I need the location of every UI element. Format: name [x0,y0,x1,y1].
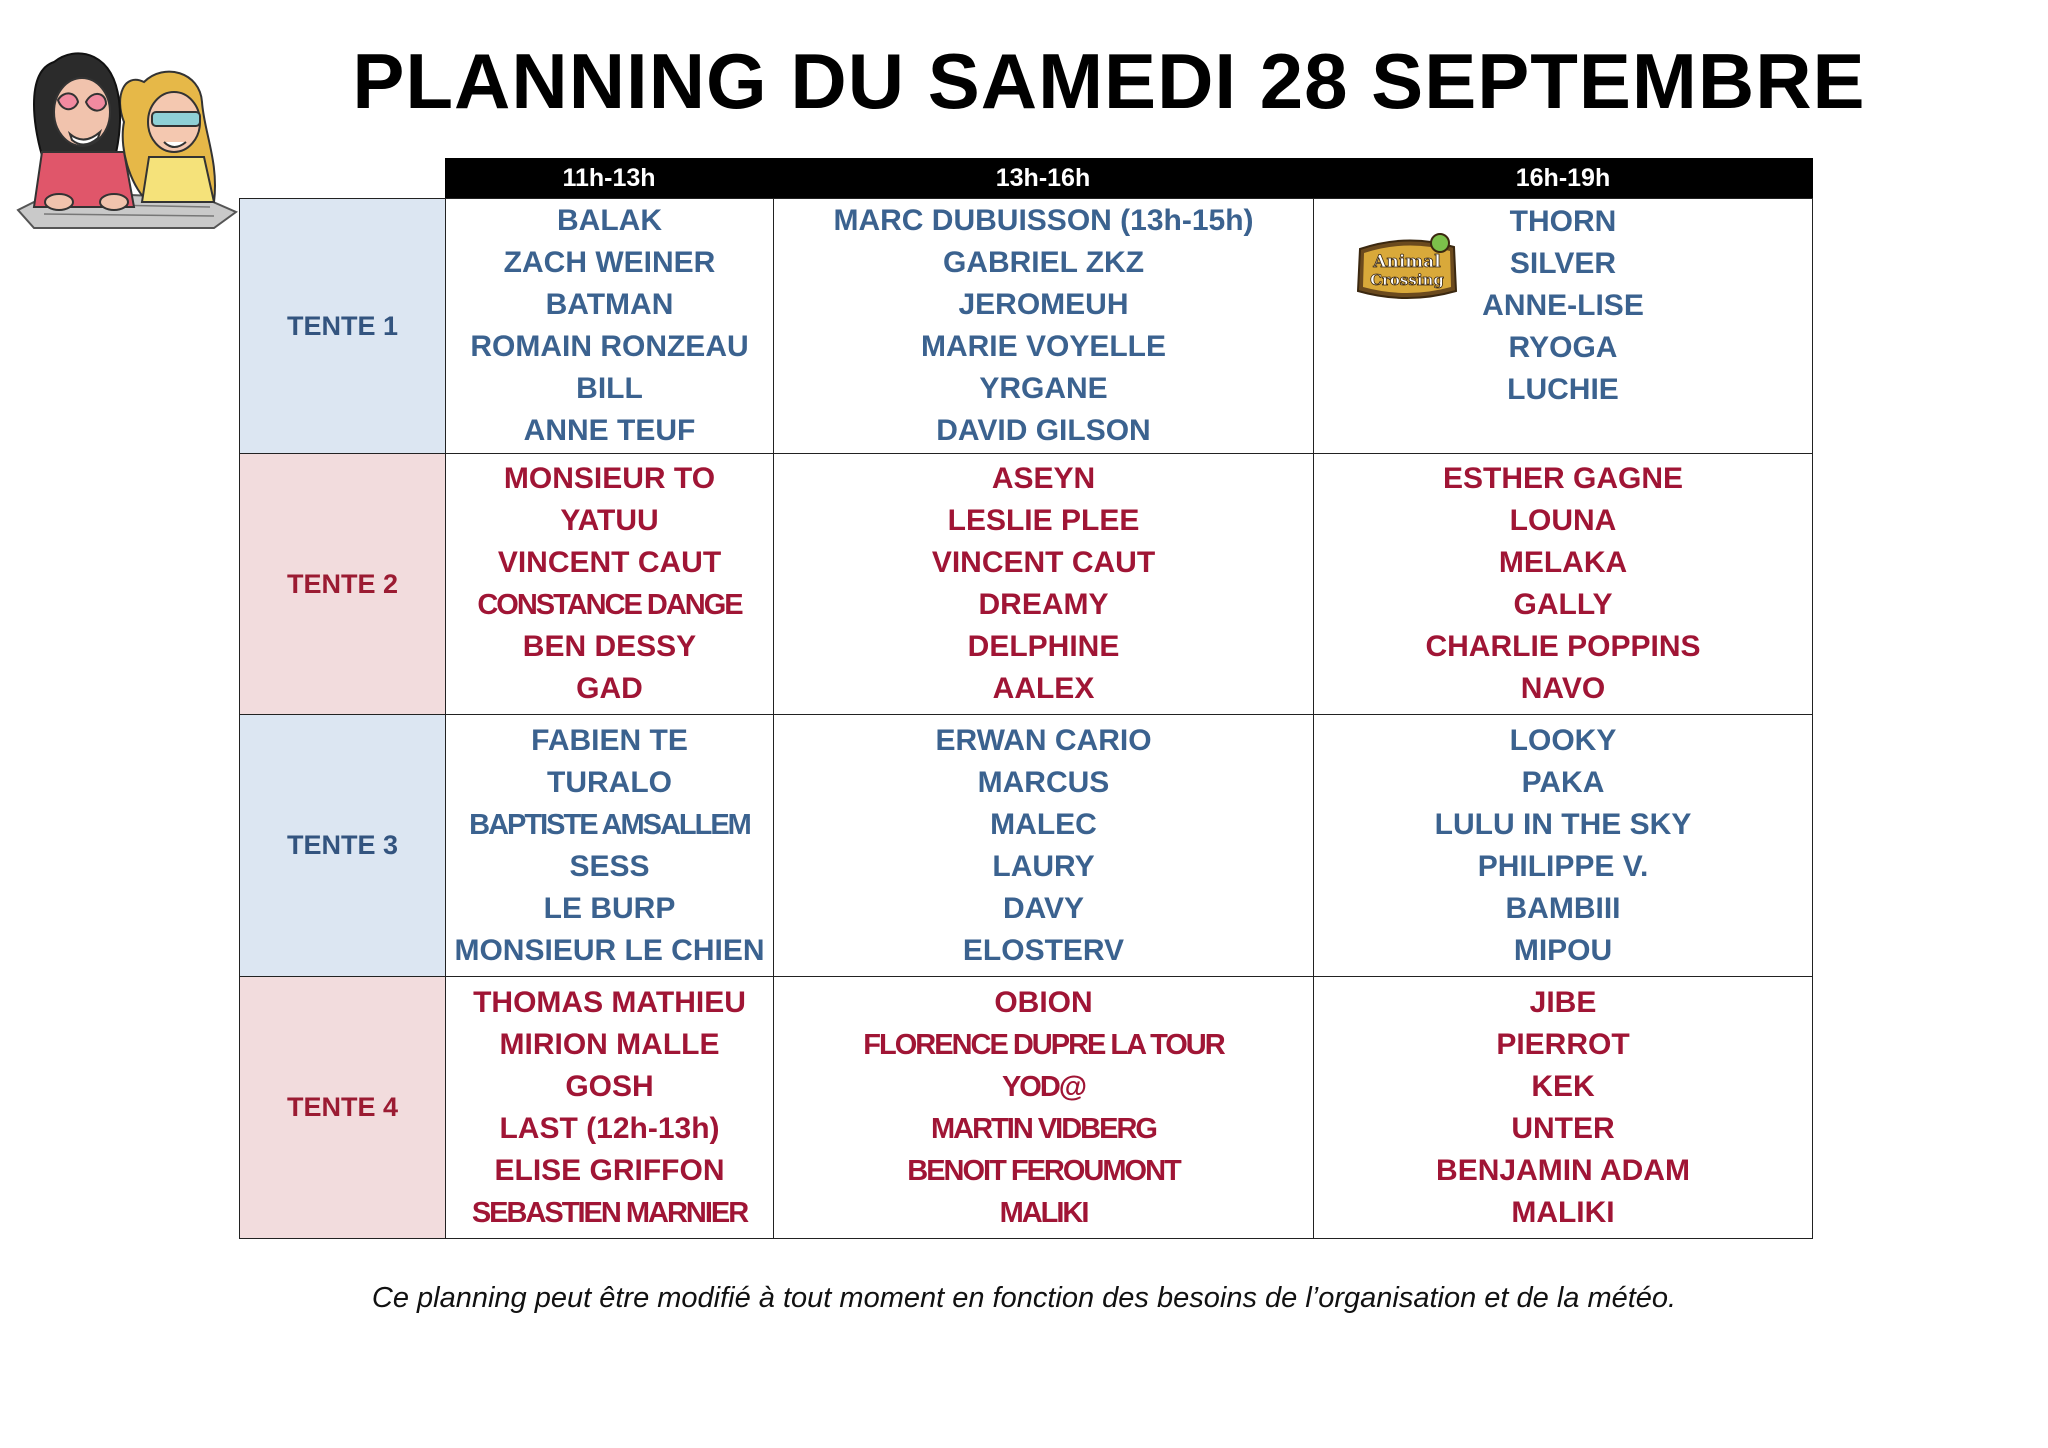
artist-name: SEBASTIEN MARNIER [471,1196,748,1229]
artist-name: GOSH [565,1069,654,1103]
artist-name: GAD [576,672,643,705]
artist-name: BENJAMIN ADAM [1436,1153,1690,1187]
tent-label: TENTE 4 [239,977,445,1239]
artist-name: BILL [576,372,643,405]
artist-name: GALLY [1513,588,1613,621]
artist-name: LULU IN THE SKY [1434,807,1692,841]
artist-name: ELOSTERV [962,933,1125,967]
artist-name: CHARLIE POPPINS [1425,630,1701,663]
artist-name: AALEX [992,672,1095,705]
artist-name: DAVID GILSON [936,414,1151,447]
artist-name: DREAMY [978,588,1109,621]
time-slot-header: 13h-16h [773,158,1313,198]
artist-name: YATUU [560,504,659,537]
slot-cell [445,977,773,1239]
tent-label: TENTE 3 [239,715,445,977]
artist-name: MALIKI [1511,1195,1615,1229]
artist-name: ASEYN [991,462,1096,495]
time-slot-header: 11h-13h [445,158,773,198]
artist-name: VINCENT CAUT [497,546,722,579]
slot-cell [773,715,1313,977]
artist-name: MIPOU [1513,933,1613,967]
artist-name: BAMBIII [1505,891,1621,925]
artist-name: SESS [569,849,650,883]
artist-name: OBION [994,985,1093,1019]
artist-name: MALEC [990,807,1097,841]
artist-name: BENOIT FEROUMONT [907,1154,1180,1187]
artist-name: KEK [1531,1069,1595,1103]
slot-cell [773,198,1313,454]
artist-name: CONSTANCE DANGE [477,589,742,621]
artist-name: RYOGA [1508,331,1618,364]
artist-name: FABIEN TE [531,723,688,757]
artist-name: DELPHINE [967,630,1120,663]
slot-cell [773,977,1313,1239]
artist-name: MARC DUBUISSON (13h-15h) [833,204,1254,237]
artist-name: LOUNA [1509,504,1617,537]
artist-name: MELAKA [1498,546,1628,579]
tent-label: TENTE 1 [239,198,445,454]
time-slot-header: 16h-19h [1313,158,1813,198]
slot-cell [445,198,773,454]
artist-name: GABRIEL ZKZ [942,246,1145,279]
artist-name: YRGANE [979,372,1108,405]
artist-name: ROMAIN RONZEAU [470,330,749,363]
artist-name: MIRION MALLE [499,1027,720,1061]
artist-name: PAKA [1521,765,1605,799]
footnote: Ce planning peut être modifié à tout moment en fonction des besoins de l’organisation et de la météo. [371,1282,1677,1314]
artist-name: MARIE VOYELLE [920,330,1167,363]
artist-name: JIBE [1529,985,1597,1019]
artist-name: VINCENT CAUT [931,546,1156,579]
artist-name: ESTHER GAGNE [1442,462,1684,495]
artist-name: LE BURP [543,891,676,925]
slot-cell [1313,977,1813,1239]
artist-name: MARCUS [977,765,1110,799]
animal-crossing-logo [1352,229,1462,309]
artist-name: BATMAN [545,288,674,321]
slot-cell [1313,198,1813,454]
slot-cell [1313,715,1813,977]
artist-name: THORN [1509,205,1617,238]
table-corner [239,158,445,198]
artist-name: THOMAS MATHIEU [473,985,746,1019]
slot-cell [445,715,773,977]
artist-name: LAST (12h-13h) [499,1111,720,1145]
artist-name: LOOKY [1509,723,1617,757]
artist-name: ANNE TEUF [523,414,696,447]
artist-name: MONSIEUR TO [503,462,716,495]
schedule-table [239,158,1813,1239]
artist-name: PIERROT [1496,1027,1630,1061]
artist-name: TURALO [547,765,672,799]
logo-text-line: Animal [1373,252,1441,272]
tent-label: TENTE 2 [239,454,445,715]
artist-name: LUCHIE [1507,373,1619,406]
slot-cell [773,454,1313,715]
artist-name: BALAK [557,204,662,237]
artist-name: MARTIN VIDBERG [931,1112,1156,1145]
artist-name: NAVO [1520,672,1606,705]
artist-name: SILVER [1509,247,1617,280]
artist-name: BEN DESSY [522,630,697,663]
logo-text-line: Crossing [1370,271,1444,289]
artist-name: LESLIE PLEE [947,504,1140,537]
slot-cell [1313,454,1813,715]
artist-name: DAVY [1002,891,1085,925]
artist-name: FLORENCE DUPRE LA TOUR [863,1028,1224,1061]
artist-name: ELISE GRIFFON [494,1153,725,1187]
artist-name: ANNE-LISE [1482,289,1644,322]
page-title: PLANNING DU SAMEDI 28 SEPTEMBRE [352,37,1866,125]
artist-name: ERWAN CARIO [935,723,1152,757]
artist-name: PHILIPPE V. [1477,849,1649,883]
artist-name: BAPTISTE AMSALLEM [469,808,750,841]
artist-name: ZACH WEINER [503,246,716,279]
artist-name: MALIKI [999,1196,1088,1229]
slot-cell [445,454,773,715]
artist-name: UNTER [1511,1111,1615,1145]
artist-name: JEROMEUH [958,288,1129,321]
artist-name: LAURY [992,849,1095,883]
artist-name: YOD@ [1001,1070,1086,1103]
artist-name: MONSIEUR LE CHIEN [454,933,765,967]
